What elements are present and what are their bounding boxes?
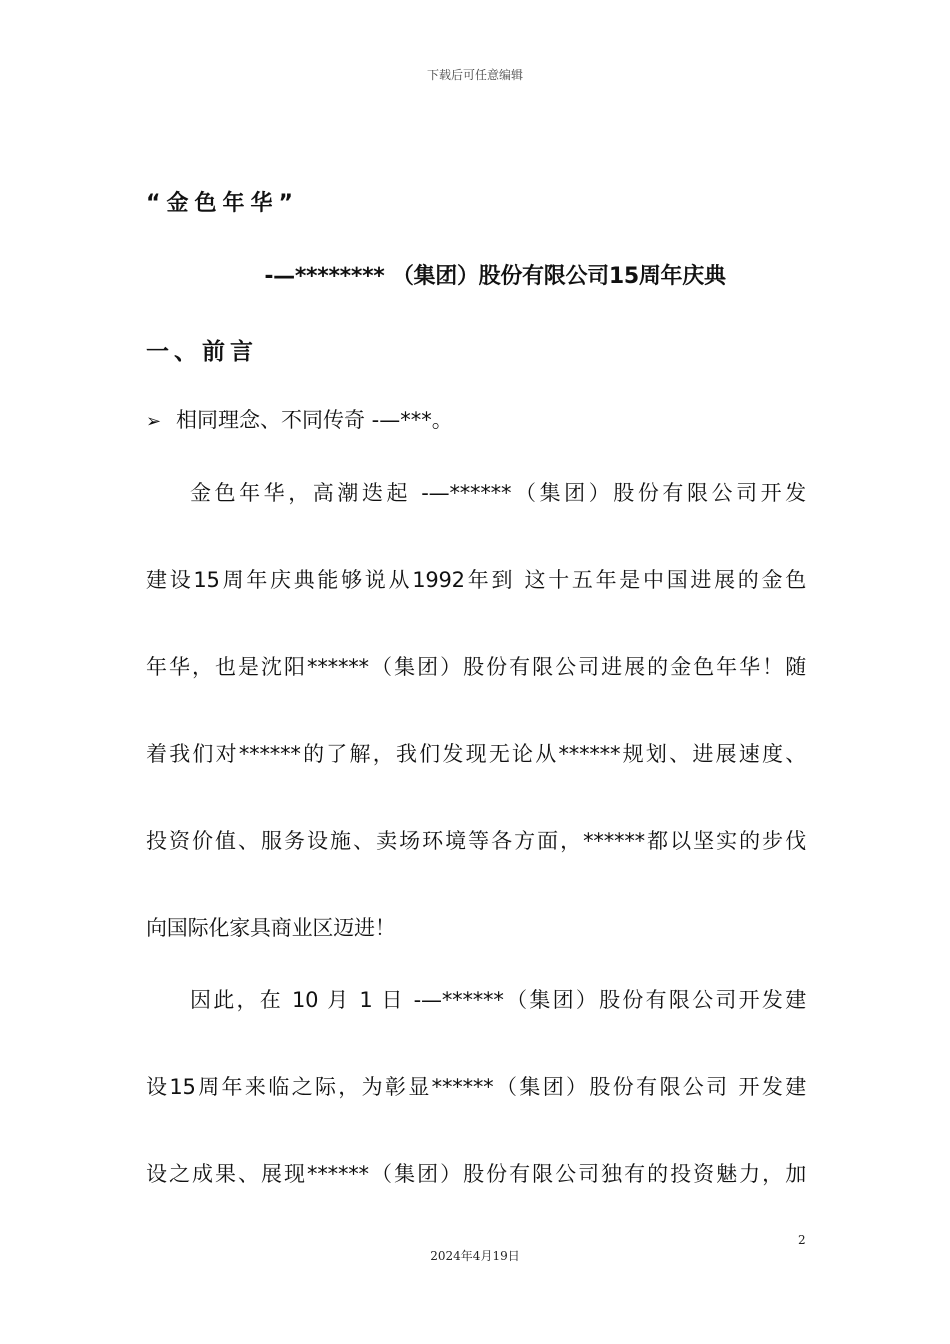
footer-date: 2024年4月19日 <box>430 1249 520 1263</box>
header-note: 下载后可任意编辑 <box>426 68 523 82</box>
arrow-bullet-icon: ➢ <box>146 411 162 432</box>
section-heading-preface: 一、前言 <box>146 339 258 365</box>
paragraph-line: 金色年华，高潮迭起 -—******（集团）股份有限公司开发 <box>190 481 806 505</box>
paragraph-line: 建设15周年庆典能够说从1992年到 这十五年是中国进展的金色 <box>146 568 806 592</box>
paragraph-line: 因此，在 10 月 1 日 -—******（集团）股份有限公司开发建 <box>190 988 806 1012</box>
page-number: 2 <box>798 1233 806 1247</box>
bullet-text: 相同理念、不同传奇 -—***。 <box>176 408 453 432</box>
paragraph-line: 着我们对******的了解，我们发现无论从******规划、进展速度、 <box>146 742 806 766</box>
paragraph-line: 年华，也是沈阳******（集团）股份有限公司进展的金色年华！随 <box>146 655 806 679</box>
document-subtitle: -—******** （集团）股份有限公司15周年庆典 <box>264 264 726 289</box>
bullet-item <box>146 404 453 434</box>
paragraph-line: 向国际化家具商业区迈进！ <box>146 916 396 940</box>
paragraph-line: 设之成果、展现******（集团）股份有限公司独有的投资魅力，加 <box>146 1162 806 1186</box>
paragraph-line: 设15周年来临之际，为彰显******（集团）股份有限公司 开发建 <box>146 1075 806 1099</box>
document-title: “金色年华” <box>146 191 299 216</box>
paragraph-line: 投资价值、服务设施、卖场环境等各方面，******都以坚实的步伐 <box>146 829 806 853</box>
